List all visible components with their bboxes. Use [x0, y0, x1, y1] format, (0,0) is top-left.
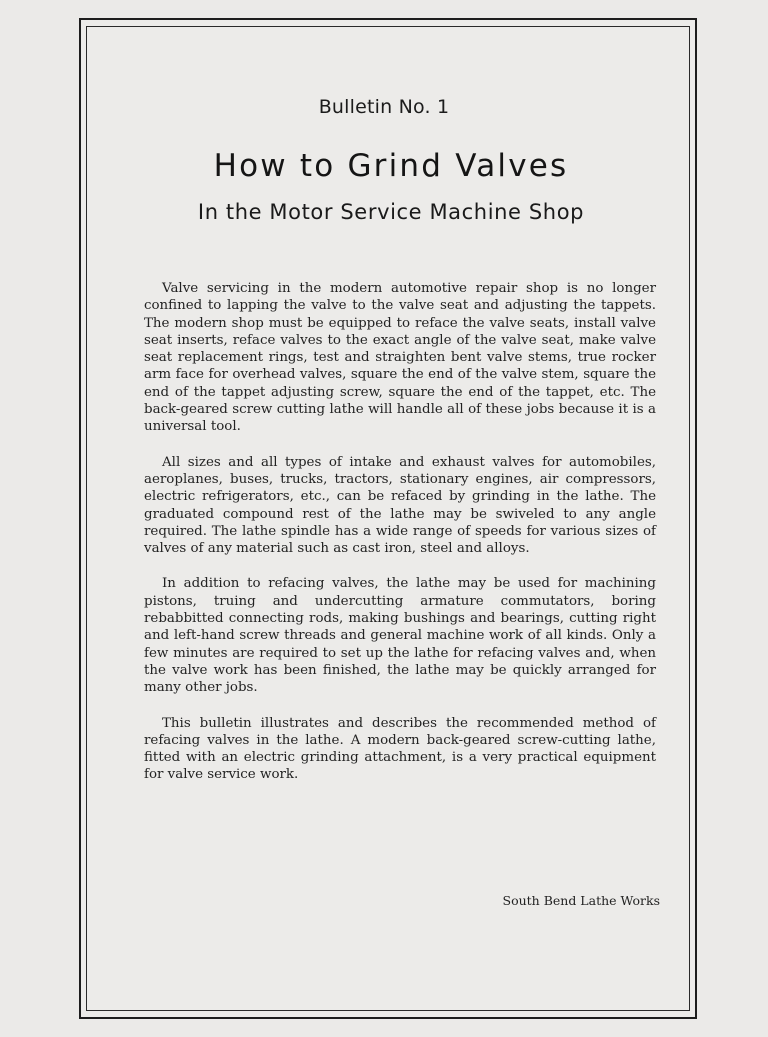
- paragraph-3: In addition to refacing valves, the lathe may be used for machining pistons, truing and undercutting armature commutators, boring rebabbitted connecting rods, making bushings and bearings, cutting right and left-hand screw threads and general machine work of all kinds. Only a few minutes are required to set up the lathe for refacing valves and, when the valve work has been finished, the lathe may be quickly arranged for many other jobs.: [144, 576, 656, 696]
- bulletin-label: Bulletin No. 1: [318, 96, 450, 118]
- paragraph-1: Valve servicing in the modern automotive repair shop is no longer confined to lapping the valve to the valve seat and adjusting the tappets. The modern shop must be equipped to reface the valve seats, install valve seat inserts, reface valves to the exact angle of the valve seat, make valve seat replacement rings, test and straighten bent valve stems, true rocker arm face for overhead valves, square the end of the valve stem, square the end of the tappet adjusting screw, square the end of the tappet, etc. The back-geared screw cutting lathe will handle all of these jobs because it is a universal tool.: [144, 281, 656, 435]
- paragraph-2: All sizes and all types of intake and exhaust valves for automobiles, aeroplanes, buses, trucks, tractors, stationary engines, air compressors, electric refrigerators, etc., can be refaced by grinding in the lathe. The graduated compound rest of the lathe may be swiveled to any angle required. The lathe spindle has a wide range of speeds for various sizes of valves of any material such as cast iron, steel and alloys.: [144, 454, 656, 557]
- signature: South Bend Lathe Works: [502, 893, 660, 908]
- page-subtitle: In the Motor Service Machine Shop: [197, 200, 585, 224]
- paragraph-4: This bulletin illustrates and describes the recommended method of refacing valves in the lathe. A modern back-geared screw-cutting lathe, fitted with an electric grinding attachment, is a very practical equipment for valve service work.: [144, 715, 656, 783]
- page-title: How to Grind Valves: [213, 148, 569, 184]
- body-text: [144, 280, 656, 802]
